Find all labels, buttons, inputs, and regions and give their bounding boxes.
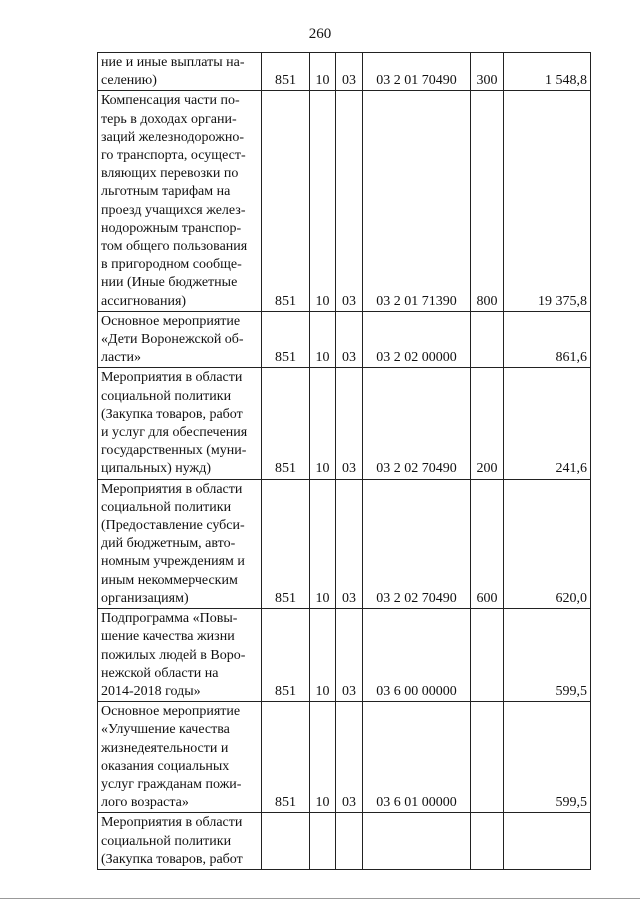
row-expense-type (471, 813, 504, 870)
row-name: Мероприятия в области социальной политики (Предоставление субси- дий бюджетным, авто- номным учреждениям и иным некоммерческим организациям) (98, 479, 262, 608)
row-target-article: 03 2 02 70490 (363, 479, 471, 608)
row-subsection: 03 (336, 91, 363, 311)
row-admin-code: 851 (262, 479, 310, 608)
row-name: Подпрограмма «Повы- шение качества жизни пожилых людей в Воро- нежской области на 2014-2018 годы» (98, 609, 262, 702)
row-amount: 19 375,8 (504, 91, 591, 311)
row-target-article: 03 2 02 70490 (363, 368, 471, 479)
row-target-article: 03 6 01 00000 (363, 702, 471, 813)
row-section: 10 (310, 479, 336, 608)
table-row (98, 702, 591, 813)
row-subsection: 03 (336, 702, 363, 813)
page-bottom-divider (0, 898, 640, 899)
row-admin-code (262, 813, 310, 870)
row-section (310, 813, 336, 870)
row-expense-type: 800 (471, 91, 504, 311)
row-amount: 620,0 (504, 479, 591, 608)
table-row (98, 609, 591, 702)
row-section: 10 (310, 702, 336, 813)
row-section: 10 (310, 53, 336, 91)
row-expense-type: 200 (471, 368, 504, 479)
row-name: ние и иные выплаты на- селению) (98, 53, 262, 91)
row-section: 10 (310, 368, 336, 479)
row-expense-type (471, 311, 504, 368)
row-admin-code: 851 (262, 368, 310, 479)
row-amount (504, 813, 591, 870)
row-admin-code: 851 (262, 702, 310, 813)
row-subsection: 03 (336, 609, 363, 702)
table-row (98, 53, 591, 91)
row-name: Компенсация части по- терь в доходах органи- заций железнодорожно- го транспорта, осущест- вляющих перевозки по льготным тарифам на проезд учащихся желез- нодорожным транспор- том общего пользования в пригородном сообще- нии (Иные бюджетные ассигнования) (98, 91, 262, 311)
row-name: Основное мероприятие «Дети Воронежской об- ласти» (98, 311, 262, 368)
row-target-article: 03 2 01 71390 (363, 91, 471, 311)
row-target-article: 03 6 00 00000 (363, 609, 471, 702)
row-amount: 599,5 (504, 702, 591, 813)
row-section: 10 (310, 91, 336, 311)
row-section: 10 (310, 609, 336, 702)
row-subsection: 03 (336, 479, 363, 608)
row-subsection: 03 (336, 311, 363, 368)
row-admin-code: 851 (262, 609, 310, 702)
row-name: Основное мероприятие «Улучшение качества жизнедеятельности и оказания социальных услуг гражданам пожи- лого возраста» (98, 702, 262, 813)
table-row (98, 311, 591, 368)
row-name: Мероприятия в области социальной политики (Закупка товаров, работ (98, 813, 262, 870)
row-section: 10 (310, 311, 336, 368)
row-target-article: 03 2 01 70490 (363, 53, 471, 91)
row-subsection: 03 (336, 53, 363, 91)
row-admin-code: 851 (262, 53, 310, 91)
row-expense-type (471, 702, 504, 813)
row-expense-type: 600 (471, 479, 504, 608)
row-amount: 861,6 (504, 311, 591, 368)
budget-table (97, 52, 591, 870)
row-target-article: 03 2 02 00000 (363, 311, 471, 368)
page-number: 260 (308, 26, 332, 42)
table-row (98, 813, 591, 870)
row-amount: 241,6 (504, 368, 591, 479)
row-subsection (336, 813, 363, 870)
row-admin-code: 851 (262, 311, 310, 368)
row-expense-type (471, 609, 504, 702)
row-target-article (363, 813, 471, 870)
row-amount: 1 548,8 (504, 53, 591, 91)
row-admin-code: 851 (262, 91, 310, 311)
table-row (98, 368, 591, 479)
row-name: Мероприятия в области социальной политики (Закупка товаров, работ и услуг для обеспечения государственных (муни- ципальных) нужд) (98, 368, 262, 479)
table-row (98, 91, 591, 311)
row-subsection: 03 (336, 368, 363, 479)
row-expense-type: 300 (471, 53, 504, 91)
row-amount: 599,5 (504, 609, 591, 702)
table-row (98, 479, 591, 608)
